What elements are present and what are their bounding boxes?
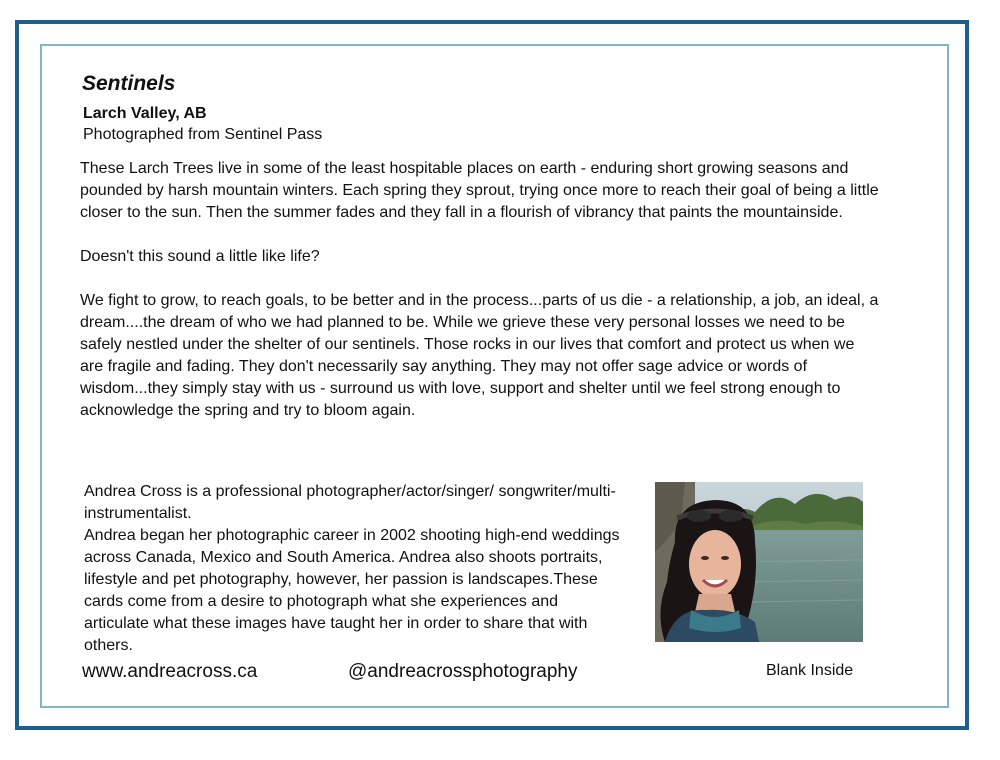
body-paragraph: We fight to grow, to reach goals, to be better and in the process...parts of us die - a relationship, a job, an ideal, a dream....the dream of who we had planned to be. While we grieve these very personal losses we need to be safely nestled under the shelter of our sentinels. Those rocks in our lives that comfort and protect us when we are fragile and fading. They don't necessarily say anything. They may not offer sage advice or words of wisdom...they simply stay with us - surround us with love, support and shelter until we feel strong enough to acknowledge the spring and try to bloom again. — [80, 292, 879, 419]
bio-paragraph: Andrea Cross is a professional photographer/actor/singer/ songwriter/multi-instrumentalist. — [84, 483, 616, 522]
photographer-bio — [84, 481, 624, 657]
blank-inside-note: Blank Inside — [766, 662, 854, 679]
card-body — [80, 158, 880, 444]
location-heading: Larch Valley, AB — [83, 105, 207, 122]
website-link[interactable]: www.andreacross.ca — [82, 661, 258, 682]
bio-paragraph: Andrea began her photographic career in 2002 shooting high-end weddings across Canada, Mexico and South America. Andrea also shoots portraits, lifestyle and pet photography, however, her passion is landscapes.These cards come from a desire to photograph what she experiences and articulate what these images have taught her in order to share that with others. — [84, 527, 620, 654]
body-paragraph: Doesn't this sound a little like life? — [80, 248, 320, 265]
photo-subtitle: Photographed from Sentinel Pass — [83, 126, 323, 143]
body-paragraph: These Larch Trees live in some of the least hospitable places on earth - enduring short growing seasons and pounded by harsh mountain winters. Each spring they sprout, trying once more to reach their goal of being a little closer to the sun. Then the summer fades and they fall in a flourish of vibrancy that paints the mountainside. — [80, 160, 879, 221]
social-handle[interactable]: @andreacrossphotography — [348, 661, 578, 682]
card-title: Sentinels — [82, 72, 176, 95]
photographer-portrait — [655, 482, 863, 642]
